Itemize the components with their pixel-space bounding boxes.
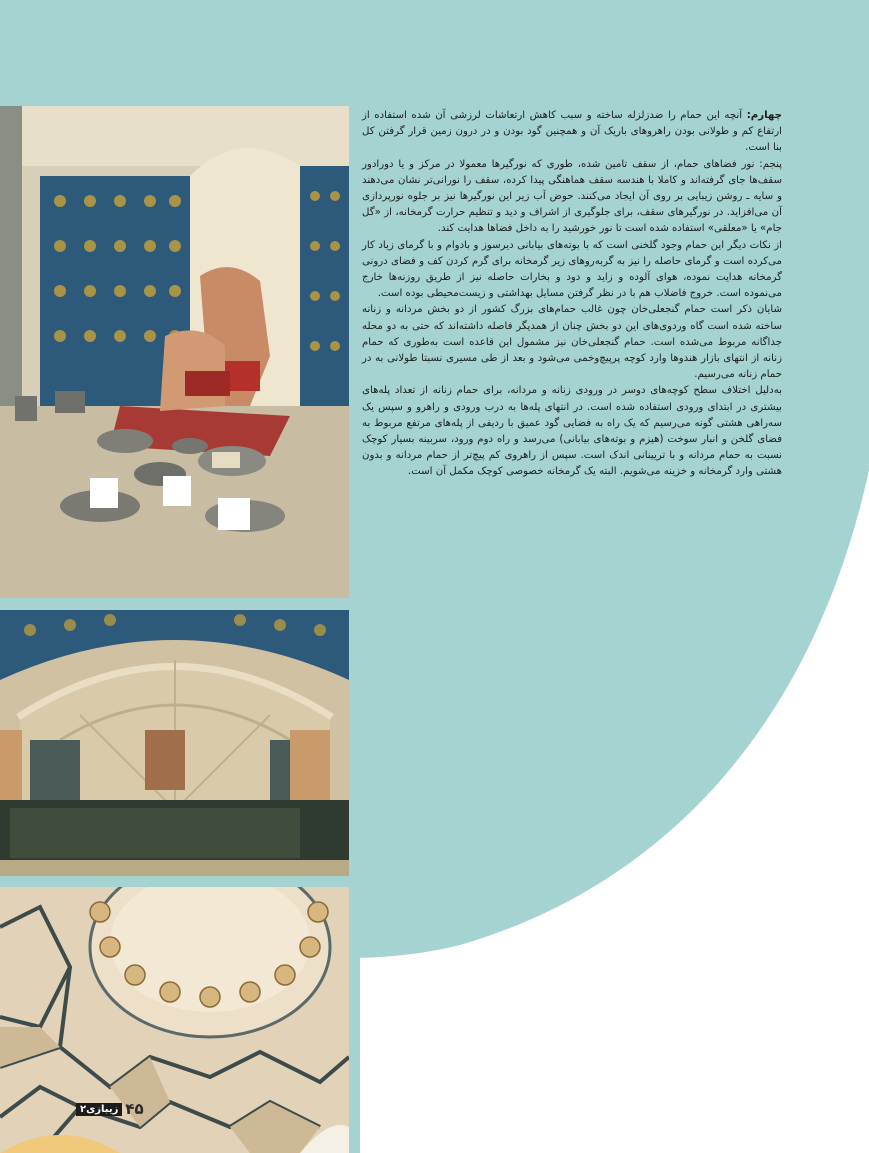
photo-dome-ceiling (0, 887, 349, 1153)
paragraph-1-lead: چهارم: (746, 110, 782, 121)
paragraph-3: از نکات دیگر این حمام وجود گلخنی است که با بوته‌های بیابانی دیرسوز و بادوام و با گرمای زیاد کار می‌کرده است و گرمای حاصله را نیز به گربه‌روهای زیر گرمخانه برای گرم کردن کف و فضای درونی گرمخانه هدایت نموده، هوای آلوده و زاید و دود و بخارات حاصله نیز از طریق روزنه‌ها خارج می‌نموده است. خروج فاضلاب هم با در نظر گرفتن مسایل بهداشتی و زیست‌محیطی بوده است. (362, 239, 782, 300)
paragraph-5: به‌دلیل اختلاف سطح کوچه‌های دوسر در ورودی زنانه و مردانه، برای حمام زنانه از تعداد پله‌های بیشتری در ابتدای ورودی استفاده شده است. در انتهای پله‌ها به درب ورودی و راهرو و سپس یک سه‌راهی هشتی گونه می‌رسیم که یک راه به فضایی گود عمیق با ردیفی از پله‌های مرتفع مربوط به فضای گلخن و انبار سوخت (هیزم و بوته‌های بیابانی) می‌رسد و راه دوم ورود، سربینه بسیار کوچک نسبت به حمام مردانه و با تریینانی اندک است. سپس از راهروی کم پیچ‌تر از حمام مردانه و بدون هشتی وارد گرمخانه و خزینه می‌شویم. البته یک گرمخانه خصوصی کوچک مکمل آن است. (362, 385, 782, 478)
article-body (362, 108, 782, 481)
paragraph-4: شایان ذکر است حمام گنجعلی‌خان چون غالب حمام‌های بزرگ کشور از دو بخش مردانه و زنانه ساخته شده است گاه وردوی‌های این دو بخش چنان از همدیگر فاصله داشته‌اند که حتی به دو محله جداگانه مربوط می‌شده است. حمام گنجعلی‌خان نیز مشمول این قاعده است به‌طوری که حمام زنانه از انتهای بازار هندوها وارد کوچه پرپیچ‌وخمی می‌شود و بعد از طی مسیری نسبتا طولانی به در حمام زنانه می‌رسیم. (362, 304, 782, 381)
issue-label: زیبازی۲ (76, 1103, 122, 1116)
paragraph-1 (362, 108, 782, 157)
page-number: ۴۵ (125, 1100, 144, 1118)
photo-bath-museum-figures (0, 106, 349, 598)
paragraph-2: پنجم: نور فضاهای حمام، از سقف تامین شده، طوری که نورگیرها معمولا در مرکز و یا دورادور سقف‌ها جای گرفته‌اند و کاملا با هندسه سقف هماهنگی پیدا کرده، سقف را نورانی‌تر نشان می‌دهند و سایه ـ روشن زیبایی بر روی آن ایجاد می‌کنند. حوض آب زیر این نورگیرها نیز بر جلوه نورپردازی آن می‌افزاید. در نورگیرهای سقف، برای جلوگیری از اشراف و دید و تنظیم حرارت گرمخانه، از «گل جام» یا «معلقی» استفاده شده است تا نور خورشید را به داخل فضاها هدایت کند. (362, 158, 782, 235)
paragraph-1-text: آنچه این حمام را ضدزلزله ساخته و سبب کاهش ارتعاشات لرزشی آن شده استفاده از ارتفاع کم و طولانی بودن راهروهای باریک آن و همچنین گود بودن و در درون زمین قرار گرفتن کل بنا است. (362, 110, 782, 154)
page-folio (76, 1100, 144, 1118)
photo-bath-hall-pool (0, 610, 349, 876)
